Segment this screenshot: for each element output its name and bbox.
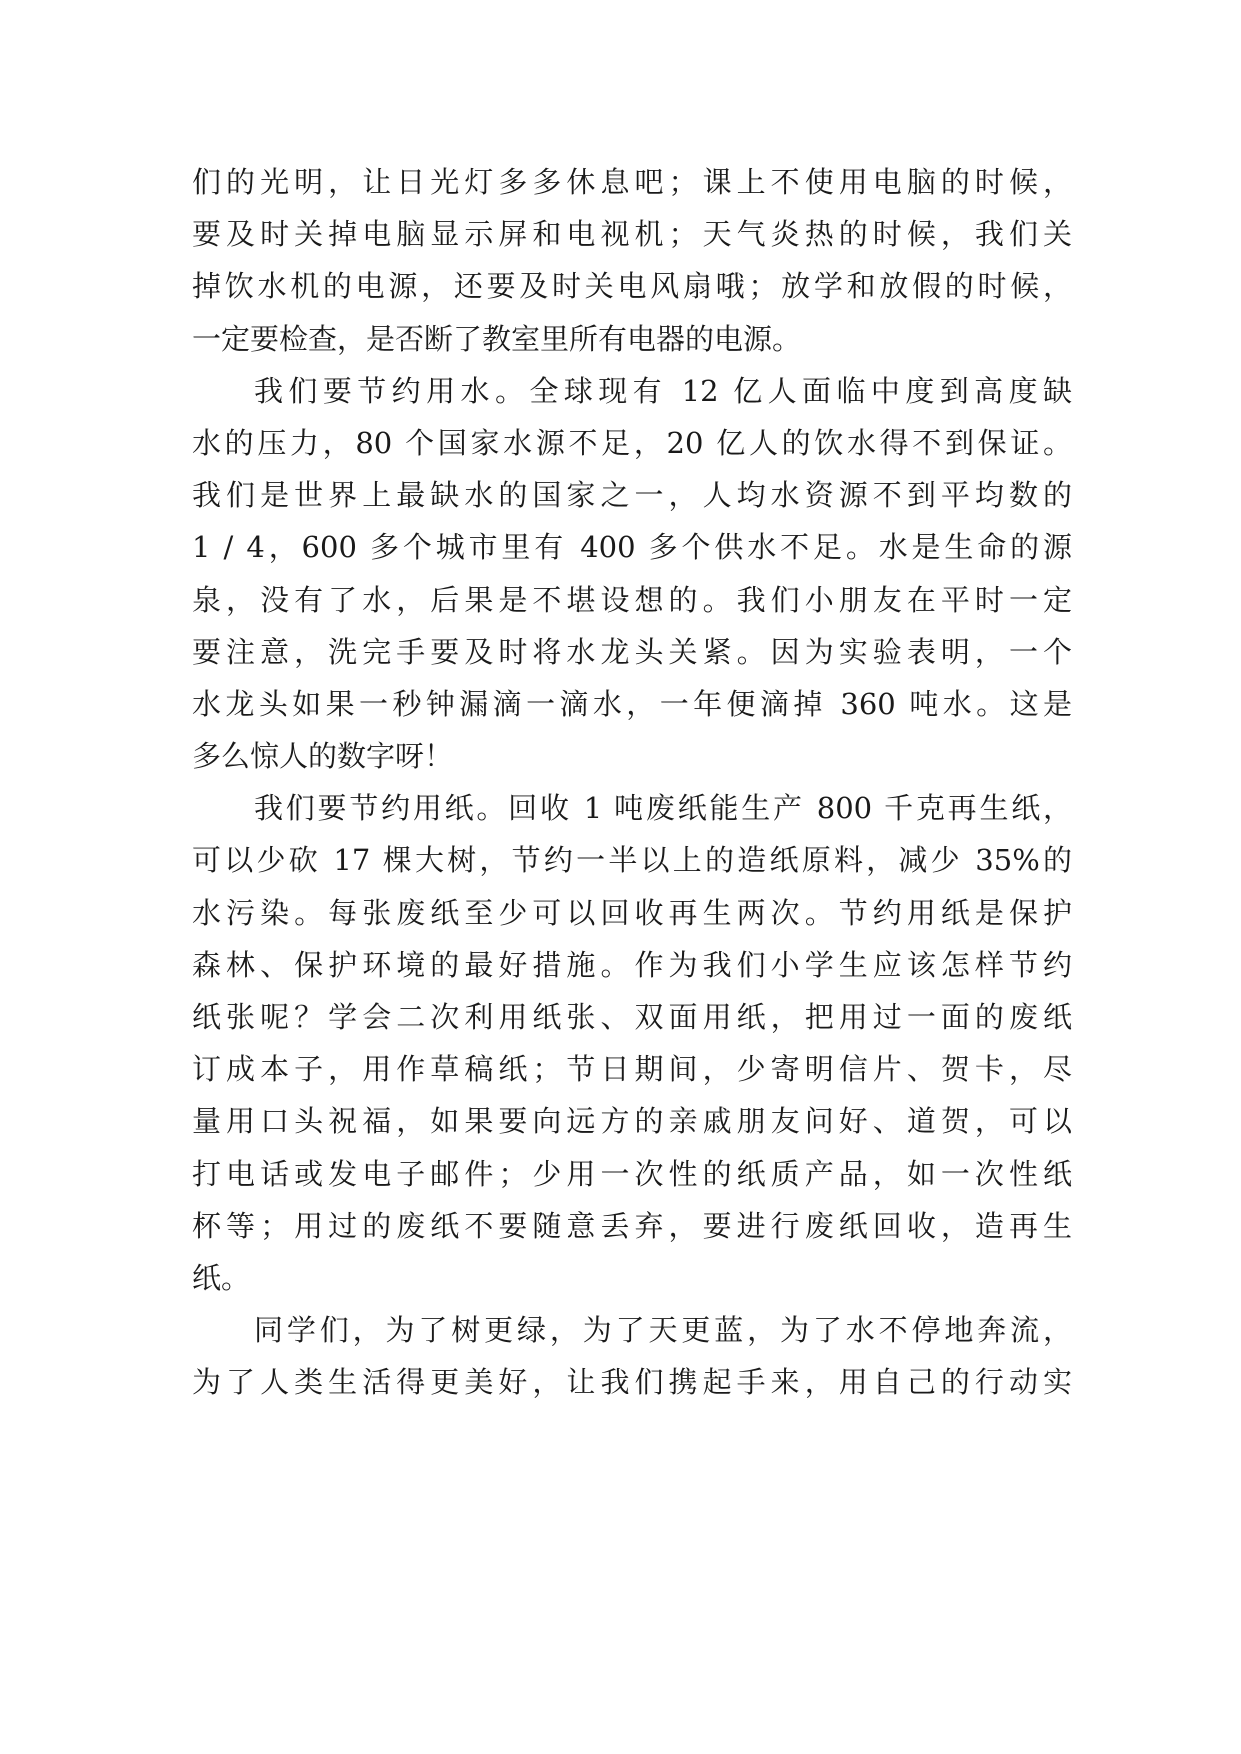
- document-body: [192, 156, 1072, 1409]
- text-line: 掉饮水机的电源，还要及时关电风扇哦；放学和放假的时候，: [192, 269, 1072, 304]
- text-line: 们的光明，让日光灯多多休息吧；课上不使用电脑的时候，: [192, 165, 1072, 199]
- text-line: 水污染。每张废纸至少可以回收再生两次。节约用纸是保护: [192, 895, 1072, 930]
- text-line: 为了人类生活得更美好，让我们携起手来，用自己的行动实: [192, 1365, 1072, 1400]
- text-line: 可以少砍 17 棵大树，节约一半以上的造纸原料，减少 35%的: [192, 843, 1072, 878]
- text-line: 我们要节约用水。全球现有 12 亿人面临中度到高度缺: [254, 373, 1072, 408]
- text-line: 纸张呢？学会二次利用纸张、双面用纸，把用过一面的废纸: [192, 1000, 1072, 1034]
- text-line: 1 / 4，600 多个城市里有 400 多个供水不足。水是生命的源: [192, 530, 1072, 565]
- text-line: 我们是世界上最缺水的国家之一，人均水资源不到平均数的: [192, 478, 1072, 513]
- text-line: 我们要节约用纸。回收 1 吨废纸能生产 800 千克再生纸，: [254, 791, 1072, 826]
- text-line: 纸。: [192, 1260, 251, 1295]
- text-line: 打电话或发电子邮件；少用一次性的纸质产品，如一次性纸: [192, 1156, 1072, 1191]
- text-line: 杯等；用过的废纸不要随意丢弃，要进行废纸回收，造再生: [192, 1208, 1072, 1243]
- text-line: 量用口头祝福，如果要向远方的亲戚朋友问好、道贺，可以: [192, 1104, 1072, 1139]
- text-line: 同学们，为了树更绿，为了天更蓝，为了水不停地奔流，: [254, 1313, 1072, 1348]
- text-line: 要及时关掉电脑显示屏和电视机；天气炎热的时候，我们关: [192, 217, 1072, 252]
- text-line: 订成本子，用作草稿纸；节日期间，少寄明信片、贺卡，尽: [192, 1052, 1072, 1087]
- text-line: 多么惊人的数字呀！: [192, 739, 454, 774]
- text-line: 一定要检查，是否断了教室里所有电器的电源。: [192, 321, 802, 356]
- text-line: 森林、保护环境的最好措施。作为我们小学生应该怎样节约: [192, 947, 1072, 982]
- text-line: 水龙头如果一秒钟漏滴一滴水，一年便滴掉 360 吨水。这是: [192, 686, 1072, 721]
- text-line: 水的压力，80 个国家水源不足，20 亿人的饮水得不到保证。: [192, 425, 1072, 460]
- text-line: 泉，没有了水，后果是不堪设想的。我们小朋友在平时一定: [192, 582, 1072, 617]
- text-line: 要注意，洗完手要及时将水龙头关紧。因为实验表明，一个: [192, 634, 1072, 669]
